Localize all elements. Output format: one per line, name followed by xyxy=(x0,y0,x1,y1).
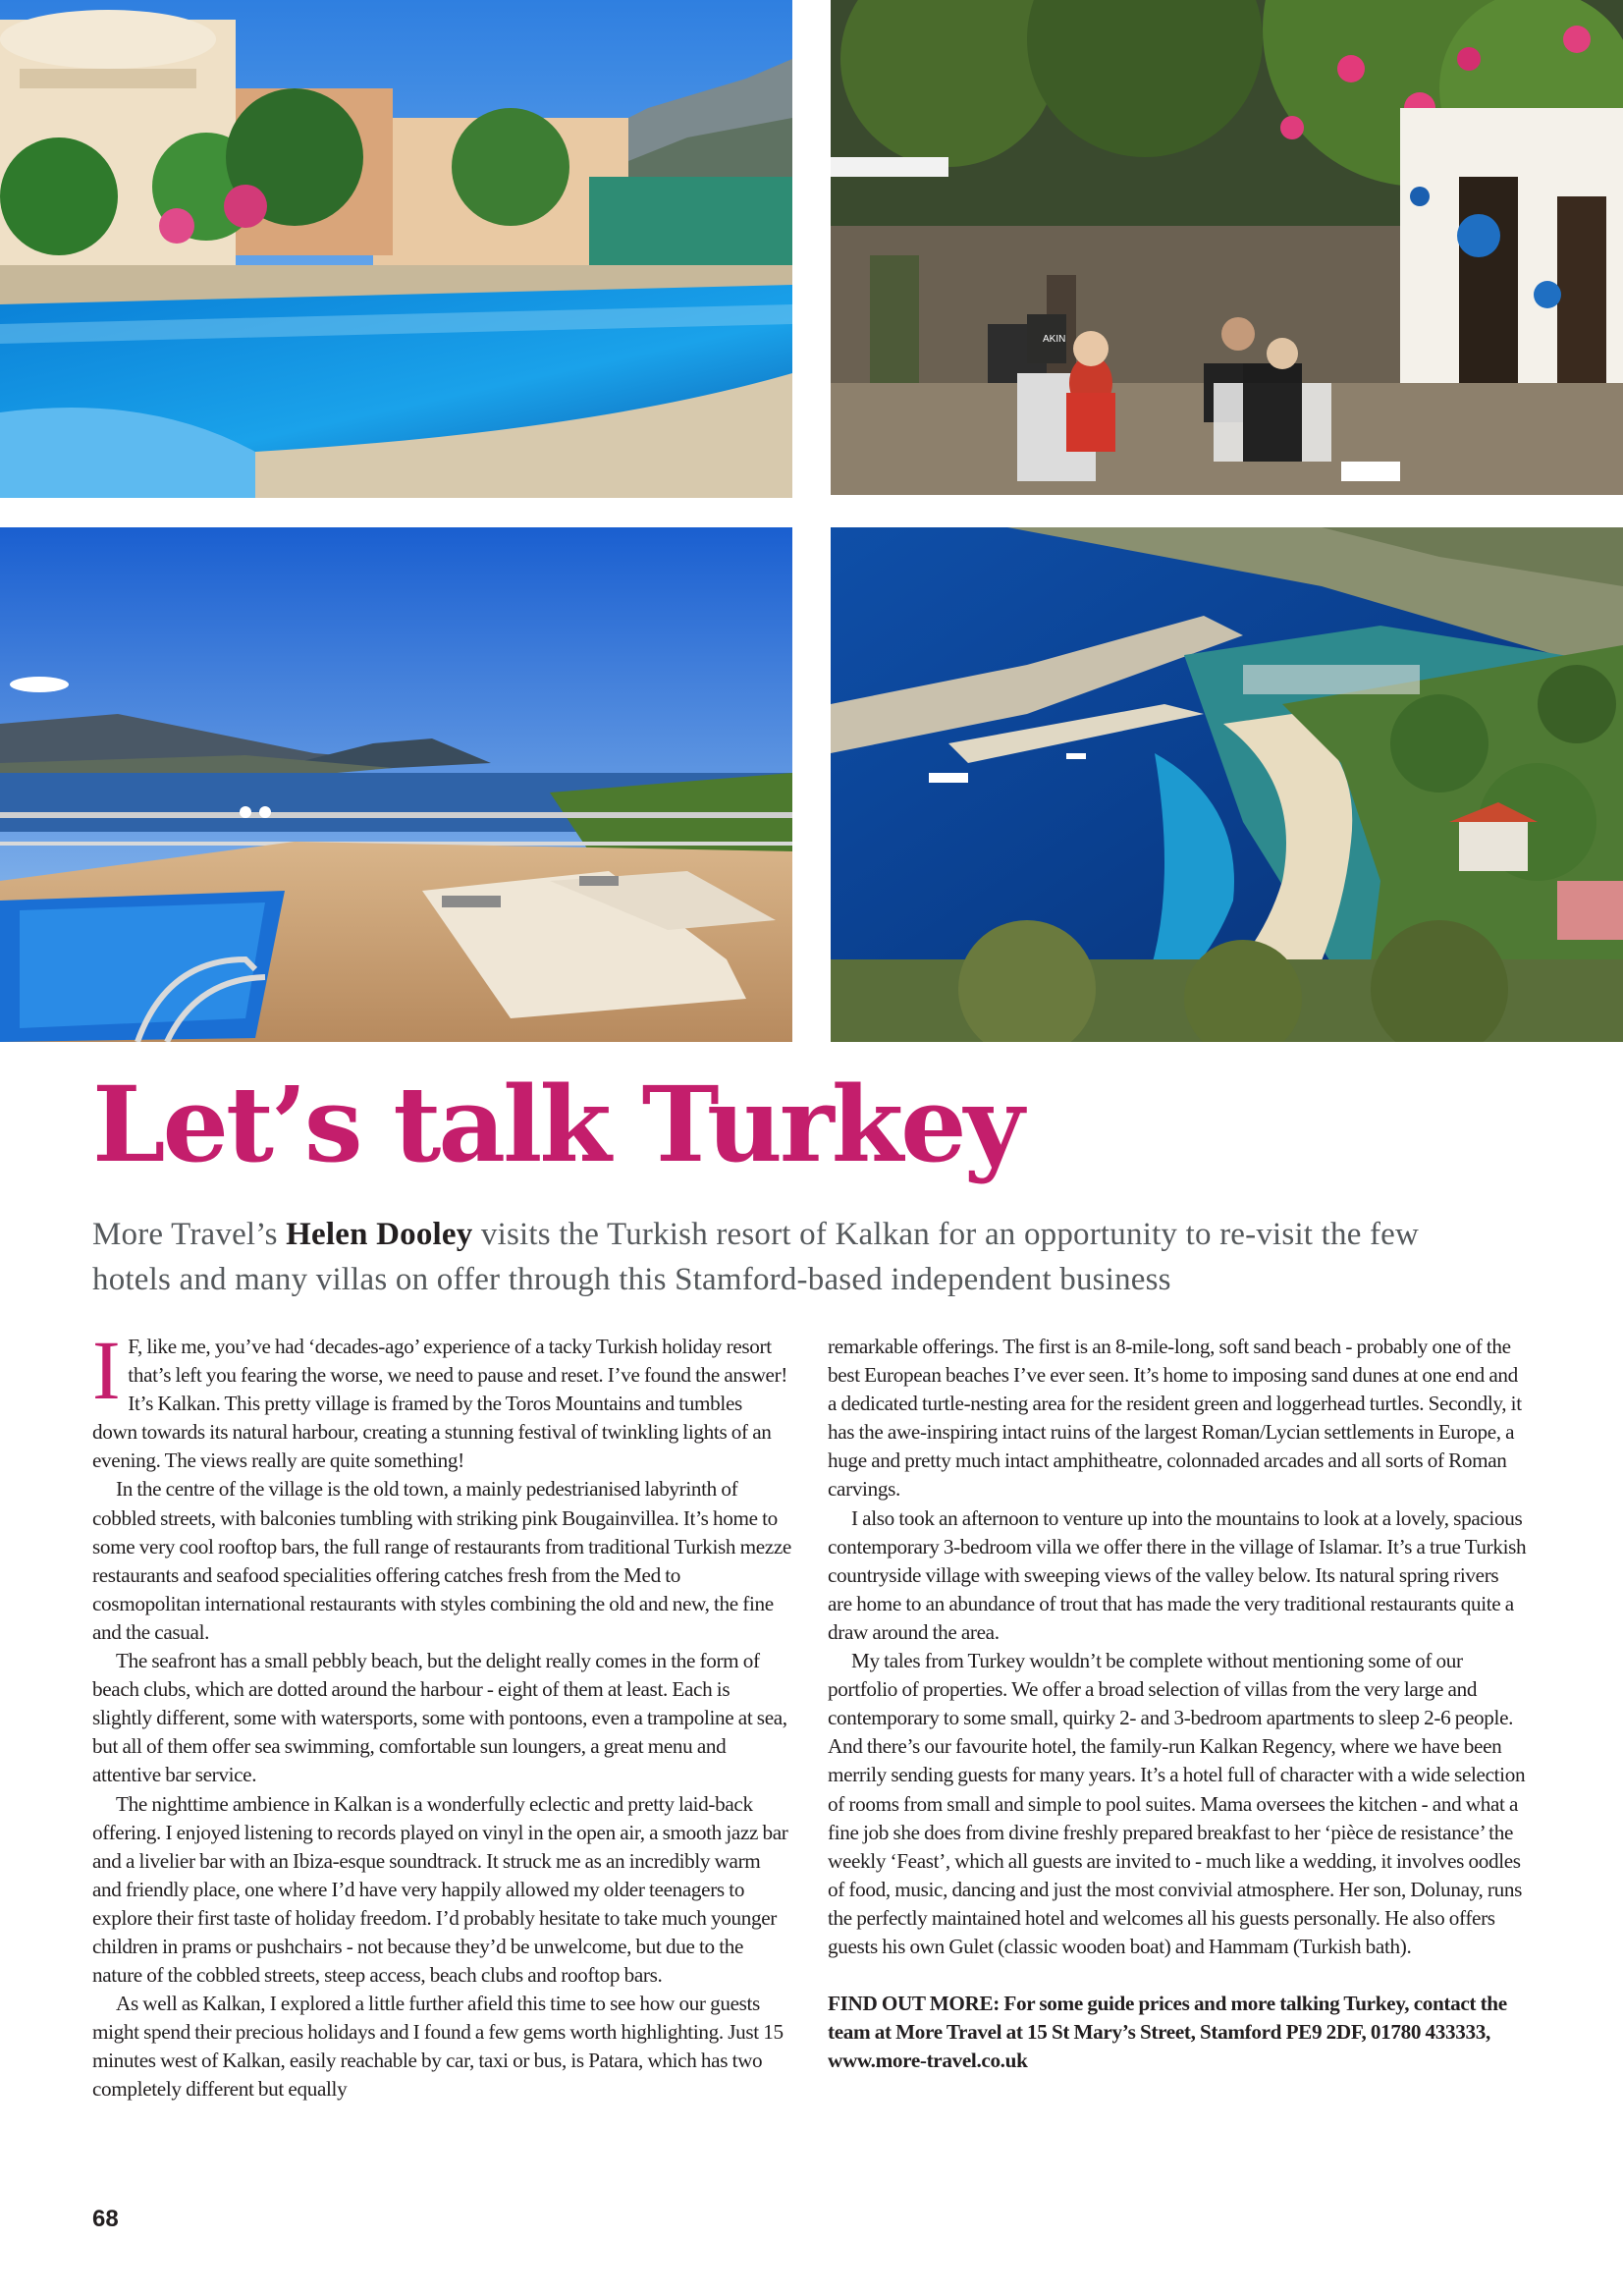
body-paragraph: remarkable offerings. The first is an 8-mile-long, soft sand beach - probably one of the best European beaches I’ve ever seen. It’s home to imposing sand dunes at one end and a dedicated turtle-nesting area for the resident green and loggerhead turtles. Secondly, it has the awe-inspiring intact ruins of the largest Roman/Lycian settlements in Europe, a huge and pretty much intact amphitheatre, colonnaded arcades and all sorts of Roman carvings. xyxy=(828,1335,1522,1502)
standfirst-intro: More Travel’s xyxy=(92,1217,287,1252)
find-out-more-contact: FIND OUT MORE: For some guide prices and more talking Turkey, contact the team at More Travel at 15 St Mary’s Street, Stamford PE9 2DF, 01780 433333, www.more-travel.co.uk xyxy=(828,1992,1507,2073)
article-right-column xyxy=(828,1333,1527,2075)
standfirst-rest: visits the Turkish resort of Kalkan for an opportunity to re-visit the few hotels and many villas on offer through this Stamford-based independent business xyxy=(92,1217,1420,1297)
cafe-sign-text: AKIN xyxy=(1043,334,1066,345)
article-standfirst xyxy=(92,1212,1487,1302)
paragraph-text: F, like me, you’ve had ‘decades-ago’ experience of a tacky Turkish holiday resort that’s left you fearing the worse, we need to pause and reset. I’ve found the answer! It’s Kalkan. This pretty village is framed by the Toros Mountains and tumbles down towards its natural harbour, creating a stunning festival of twinkling lights of an evening. The views really are quite something! xyxy=(92,1335,787,1473)
body-paragraph: My tales from Turkey wouldn’t be complete without mentioning some of our portfolio of properties. We offer a broad selection of villas from the very large and contemporary to some small, quirky 2- and 3-bedroom apartments to sleep 2-6 people. And there’s our favourite hotel, the family-run Kalkan Regency, where we have been merrily sending guests for many years. It’s a hotel full of character with a wide selection of rooms from small and simple to pool suites. Mama oversees the kitchen - and what a fine job she does from divine freshly prepared breakfast to her ‘pièce de resistance’ the weekly ‘Feast’, which all guests are invited to - much like a wedding, it involves oodles of food, music, dancing and just the most convivial atmosphere. Her son, Dolunay, runs the perfectly maintained hotel and welcomes all his guests personally. He also offers guests his own Gulet (classic wooden boat) and Hammam (Turkish bath). xyxy=(828,1649,1526,1958)
body-paragraph: I also took an afternoon to venture up into the mountains to look at a lovely, spacious contemporary 3-bedroom villa we offer there in the village of Islamar. It’s a true Turkish countryside village with sweeping views of the valley below. Its natural spring rivers are home to an abundance of trout that has made the very traditional restaurants quite a draw around the area. xyxy=(828,1505,1527,1644)
article-headline: Let’s talk Turkey xyxy=(92,1063,1022,1185)
old-town-street-photo xyxy=(831,0,1623,495)
body-paragraph: The seafront has a small pebbly beach, but the delight really comes in the form of beach clubs, which are dotted around the harbour - eight of them at least. Each is slightly different, some with watersports, some with pontoons, even a trampoline at sea, but all of them offer sea swimming, comfortable sun loungers, a great menu and attentive bar service. xyxy=(92,1649,787,1787)
body-paragraph: In the centre of the village is the old town, a mainly pedestrianised labyrinth of cobbled streets, with balconies tumbling with striking pink Bougainvillea. It’s home to some very cool rooftop bars, the full range of restaurants from traditional Turkish mezze restaurants and seafood specialities offering catches fresh from the Med to cosmopolitan international restaurants with styles combining the old and new, the fine and the casual. xyxy=(92,1477,791,1644)
body-paragraph: The nighttime ambience in Kalkan is a wonderfully eclectic and pretty laid-back offering. I enjoyed listening to records played on vinyl in the open air, a smooth jazz bar and a livelier bar with an Ibiza-esque soundtrack. It struck me as an incredibly warm and friendly place, one where I’d have very happily allowed my older teenagers to explore their first taste of holiday freedom. I’d probably hesitate to take much younger children in prams or pushchairs - not because they’d be unwelcome, but due to the nature of the cobbled streets, steep access, beach clubs and rooftop bars. xyxy=(92,1791,788,1988)
kalkan-harbour-photo xyxy=(831,527,1623,1042)
author-name: Helen Dooley xyxy=(286,1217,473,1252)
page-number: 68 xyxy=(92,2206,119,2232)
body-paragraph: As well as Kalkan, I explored a little further afield this time to see how our guests might spend their precious holidays and I found a few gems worth highlighting. Just 15 minutes west of Kalkan, easily reachable by car, taxi or bus, is Patara, which has two completely different but equally xyxy=(92,1992,784,2102)
body-paragraph xyxy=(92,1323,791,1475)
sea-view-deck-photo xyxy=(0,527,792,1042)
hotel-pool-photo xyxy=(0,0,792,498)
drop-cap: I xyxy=(92,1323,121,1417)
article-left-column xyxy=(92,1323,791,2105)
